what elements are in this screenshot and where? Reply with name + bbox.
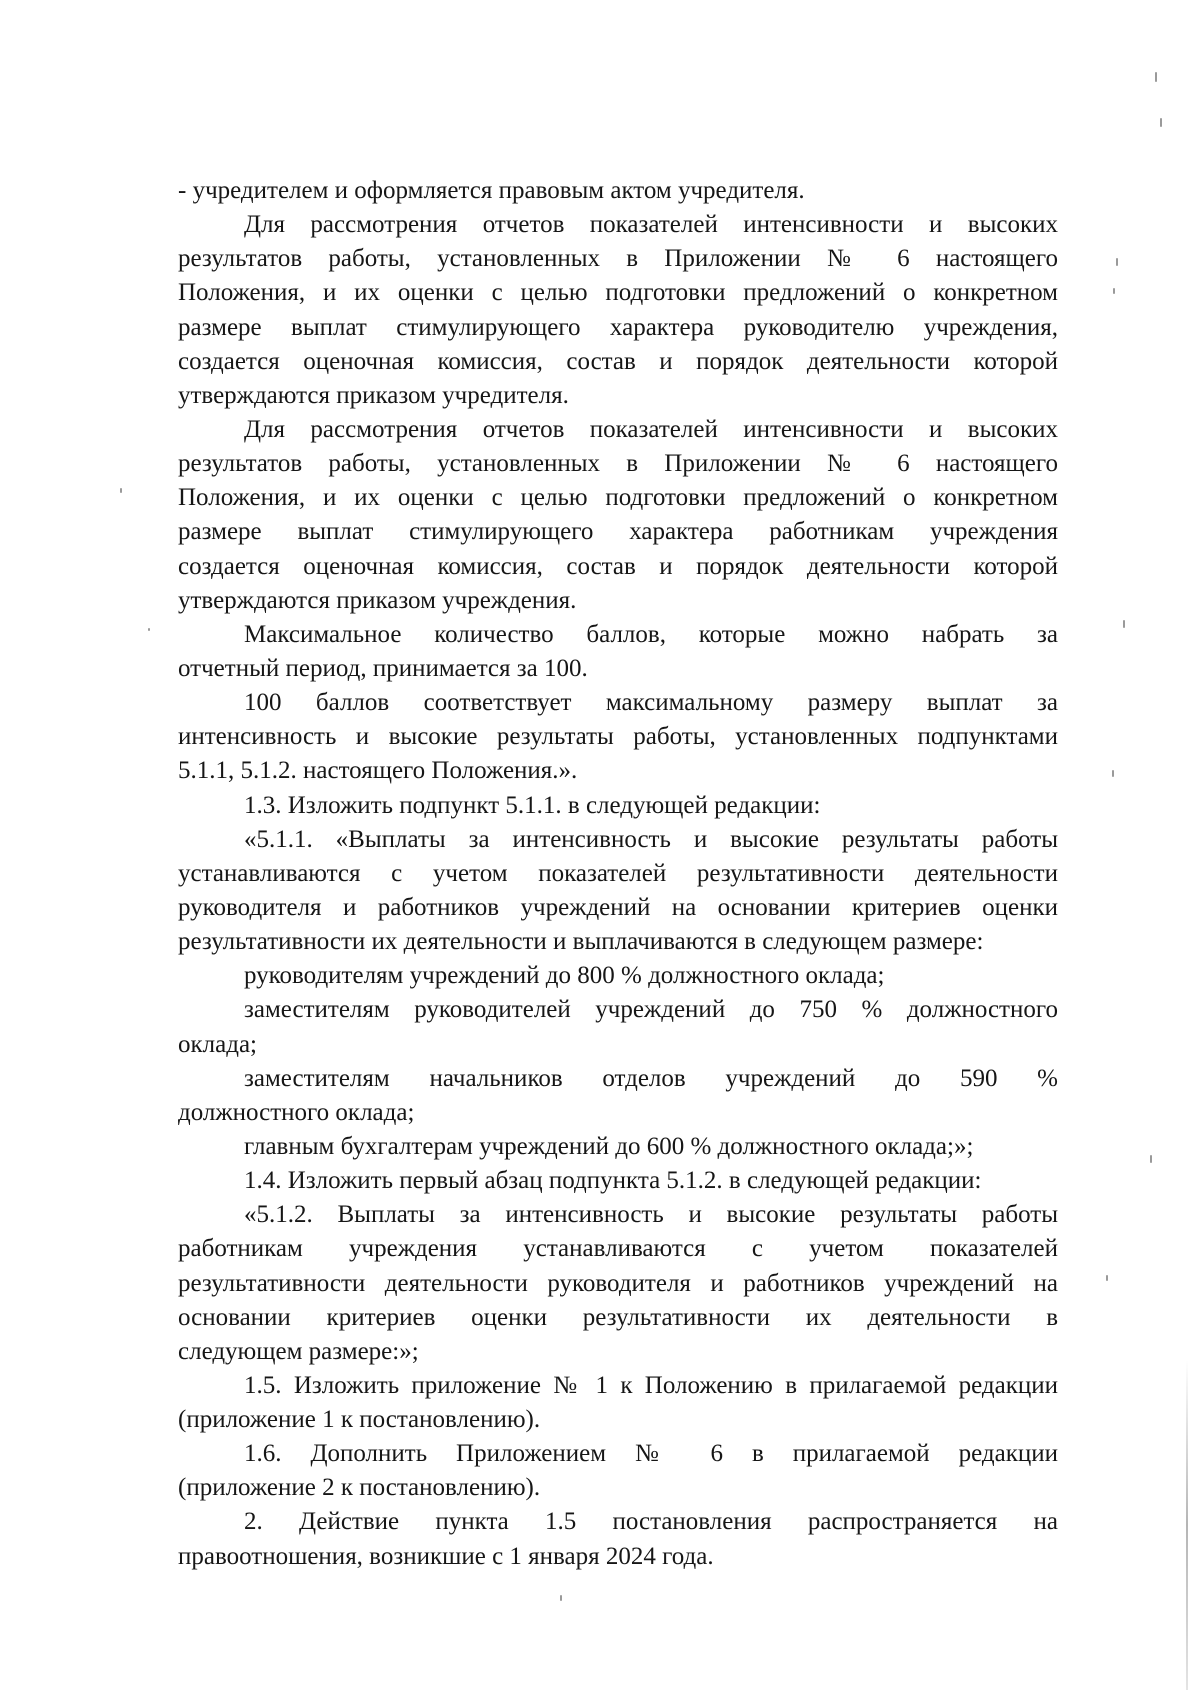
text-line: (приложение 2 к постановлению). [178, 1474, 541, 1502]
scan-edge-shadow [1186, 1360, 1188, 1690]
paragraph [178, 993, 1058, 1061]
text-line: 100 баллов соответствует максимальному размеру выплат за [244, 689, 1058, 717]
text-line: правоотношения, возникшие с 1 января 2024 года. [178, 1542, 714, 1570]
scan-speck [1112, 770, 1114, 777]
text-line: 1.5. Изложить приложение № 1 к Положению в прилагаемой редакции [244, 1371, 1058, 1399]
paragraph [178, 959, 1058, 993]
scan-speck [148, 628, 150, 631]
paragraph [178, 174, 1058, 208]
text-line: Максимальное количество баллов, которые можно набрать за [244, 620, 1058, 648]
scan-speck [1155, 72, 1157, 82]
text-line: 1.3. Изложить подпункт 5.1.1. в следующей редакции: [244, 791, 821, 819]
text-line: отчетный период, принимается за 100. [178, 654, 588, 682]
scan-speck [1106, 1275, 1108, 1281]
paragraph [178, 413, 1058, 618]
paragraph [178, 618, 1058, 686]
paragraph [178, 1369, 1058, 1437]
text-line: создается оценочная комиссия, состав и порядок деятельности которой [178, 552, 1058, 580]
text-line: Для рассмотрения отчетов показателей интенсивности и высоких [244, 211, 1058, 239]
scan-speck [1150, 1155, 1152, 1163]
paragraph [178, 823, 1058, 960]
text-line: оклада; [178, 1030, 257, 1058]
text-line: устанавливаются с учетом показателей результативности деятельности [178, 859, 1058, 887]
text-line: результатов работы, установленных в Приложении № 6 настоящего [178, 450, 1058, 478]
text-line: (приложение 1 к постановлению). [178, 1406, 541, 1434]
text-line: результативности их деятельности и выплачиваются в следующем размере: [178, 928, 984, 956]
scan-speck [120, 488, 122, 493]
text-line: утверждаются приказом учреждения. [178, 586, 577, 614]
paragraph [178, 1198, 1058, 1369]
text-line: - учредителем и оформляется правовым актом учредителя. [178, 177, 805, 204]
paragraph [178, 686, 1058, 788]
paragraph [178, 1062, 1058, 1130]
text-line: утверждаются приказом учредителя. [178, 381, 569, 409]
scan-speck [1113, 288, 1115, 294]
paragraph [178, 1164, 1058, 1198]
text-line: заместителям начальников отделов учреждений до 590 % [244, 1064, 1058, 1092]
text-line: создается оценочная комиссия, состав и порядок деятельности которой [178, 347, 1058, 375]
scan-speck [1116, 258, 1118, 266]
text-line: руководителя и работников учреждений на основании критериев оценки [178, 893, 1058, 921]
text-line: 5.1.1, 5.1.2. настоящего Положения.». [178, 757, 578, 785]
text-line: Для рассмотрения отчетов показателей интенсивности и высоких [244, 415, 1058, 443]
scan-speck [1160, 118, 1162, 127]
paragraph [178, 789, 1058, 823]
text-line: размере выплат стимулирующего характера руководителю учреждения, [178, 313, 1058, 341]
text-line: 1.4. Изложить первый абзац подпункта 5.1.2. в следующей редакции: [244, 1167, 982, 1195]
paragraph [178, 208, 1058, 413]
text-line: должностного оклада; [178, 1098, 415, 1126]
text-line: «5.1.1. «Выплаты за интенсивность и высокие результаты работы [244, 825, 1058, 853]
paragraph [178, 1437, 1058, 1505]
text-line: Положения, и их оценки с целью подготовки предложений о конкретном [178, 484, 1058, 512]
document-body [178, 174, 1058, 1574]
text-line: основании критериев оценки результативности их деятельности в [178, 1303, 1058, 1331]
scan-speck [1123, 620, 1125, 628]
text-line: 2. Действие пункта 1.5 постановления распространяется на [244, 1508, 1058, 1536]
text-line: «5.1.2. Выплаты за интенсивность и высокие результаты работы [244, 1201, 1058, 1229]
text-line: Положения, и их оценки с целью подготовки предложений о конкретном [178, 279, 1058, 307]
text-line: главным бухгалтерам учреждений до 600 % должностного оклада;»; [244, 1132, 974, 1160]
paragraph [178, 1505, 1058, 1573]
text-line: результативности деятельности руководителя и работников учреждений на [178, 1269, 1058, 1297]
text-line: интенсивность и высокие результаты работы, установленных подпунктами [178, 723, 1058, 751]
text-line: работникам учреждения устанавливаются с учетом показателей [178, 1235, 1058, 1263]
text-line: результатов работы, установленных в Приложении № 6 настоящего [178, 245, 1058, 273]
scan-speck [560, 1595, 562, 1601]
text-line: размере выплат стимулирующего характера работникам учреждения [178, 518, 1058, 546]
text-line: 1.6. Дополнить Приложением № 6 в прилагаемой редакции [244, 1440, 1058, 1468]
paragraph [178, 1130, 1058, 1164]
text-line: следующем размере:»; [178, 1337, 419, 1365]
text-line: руководителям учреждений до 800 % должностного оклада; [244, 962, 885, 990]
text-line: заместителям руководителей учреждений до 750 % должностного [244, 996, 1058, 1024]
